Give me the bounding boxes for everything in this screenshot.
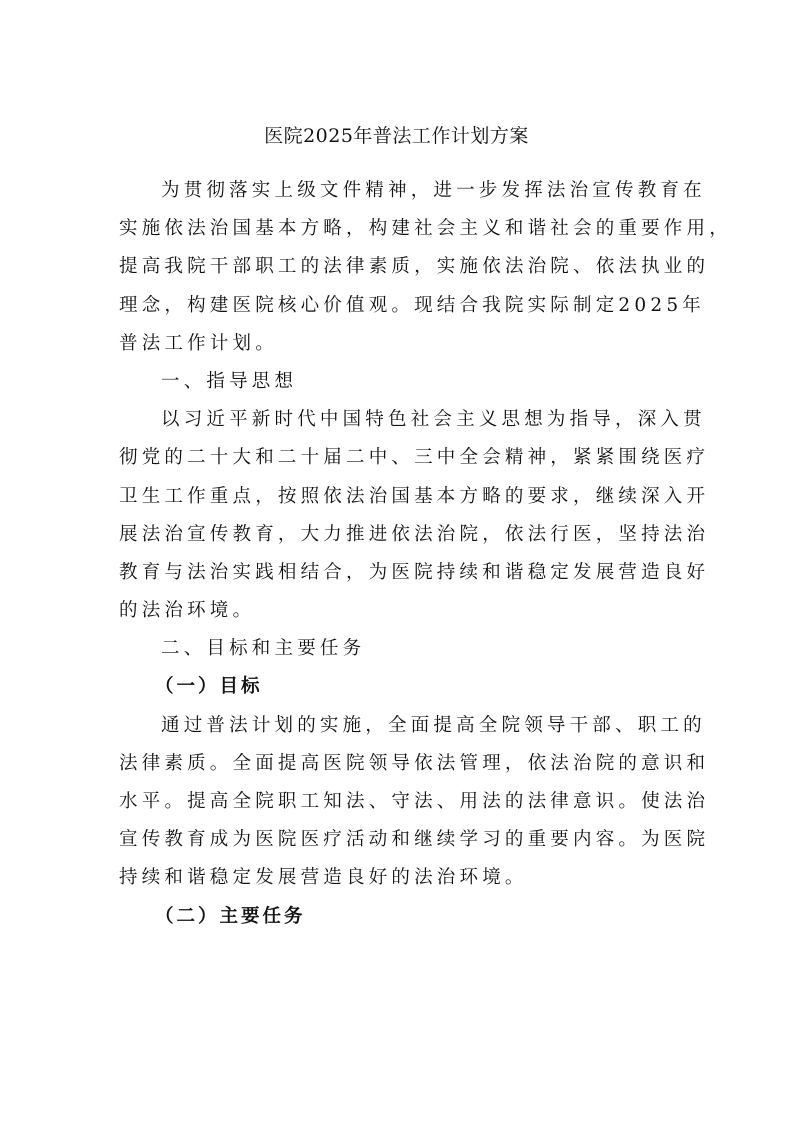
document-title: 医院2025年普法工作计划方案 <box>264 125 529 147</box>
intro-paragraph-line: 理念，构建医院核心价值观。现结合我院实际制定2025年 <box>119 294 705 316</box>
section-heading-goals-tasks: 二、目标和主要任务 <box>161 638 366 660</box>
goals-paragraph-line: 水平。提高全院职工知法、守法、用法的法律意识。使法治 <box>119 791 710 812</box>
intro-paragraph-line: 普法工作计划。 <box>119 332 278 354</box>
subsection-heading-main-tasks: （二）主要任务 <box>155 905 306 927</box>
goals-paragraph-line: 通过普法计划的实施，全面提高全院领导干部、职工的 <box>161 714 706 736</box>
intro-paragraph-line: 为贯彻落实上级文件精神，进一步发挥法治宣传教育在 <box>161 180 706 201</box>
goals-paragraph-line: 宣传教育成为医院医疗活动和继续学习的重要内容。为医院 <box>119 829 710 851</box>
guiding-paragraph-line: 以习近平新时代中国特色社会主义思想为指导，深入贯 <box>161 409 706 431</box>
intro-paragraph-line: 提高我院干部职工的法律素质，实施依法治院、依法执业的 <box>119 256 710 278</box>
guiding-paragraph-line: 教育与法治实践相结合，为医院持续和谐稳定发展营造良好 <box>119 561 710 583</box>
document-body <box>119 172 732 936</box>
guiding-paragraph-line: 彻党的二十大和二十届二中、三中全会精神，紧紧围绕医疗 <box>119 447 710 469</box>
intro-paragraph-line: 实施依法治国基本方略，构建社会主义和谐社会的重要作用， <box>119 218 732 240</box>
guiding-paragraph-line: 卫生工作重点，按照依法治国基本方略的要求，继续深入开 <box>119 485 710 507</box>
subsection-heading-goals: （一）目标 <box>155 676 263 698</box>
guiding-paragraph-line: 展法治宣传教育，大力推进依法治院，依法行医，坚持法治 <box>119 523 710 545</box>
section-heading-guiding-ideology: 一、指导思想 <box>161 370 298 392</box>
guiding-paragraph-line: 的法治环境。 <box>119 600 256 622</box>
goals-paragraph-line: 法律素质。全面提高医院领导依法管理，依法治院的意识和 <box>119 752 710 774</box>
goals-paragraph-line: 持续和谐稳定发展营造良好的法治环境。 <box>119 867 528 889</box>
